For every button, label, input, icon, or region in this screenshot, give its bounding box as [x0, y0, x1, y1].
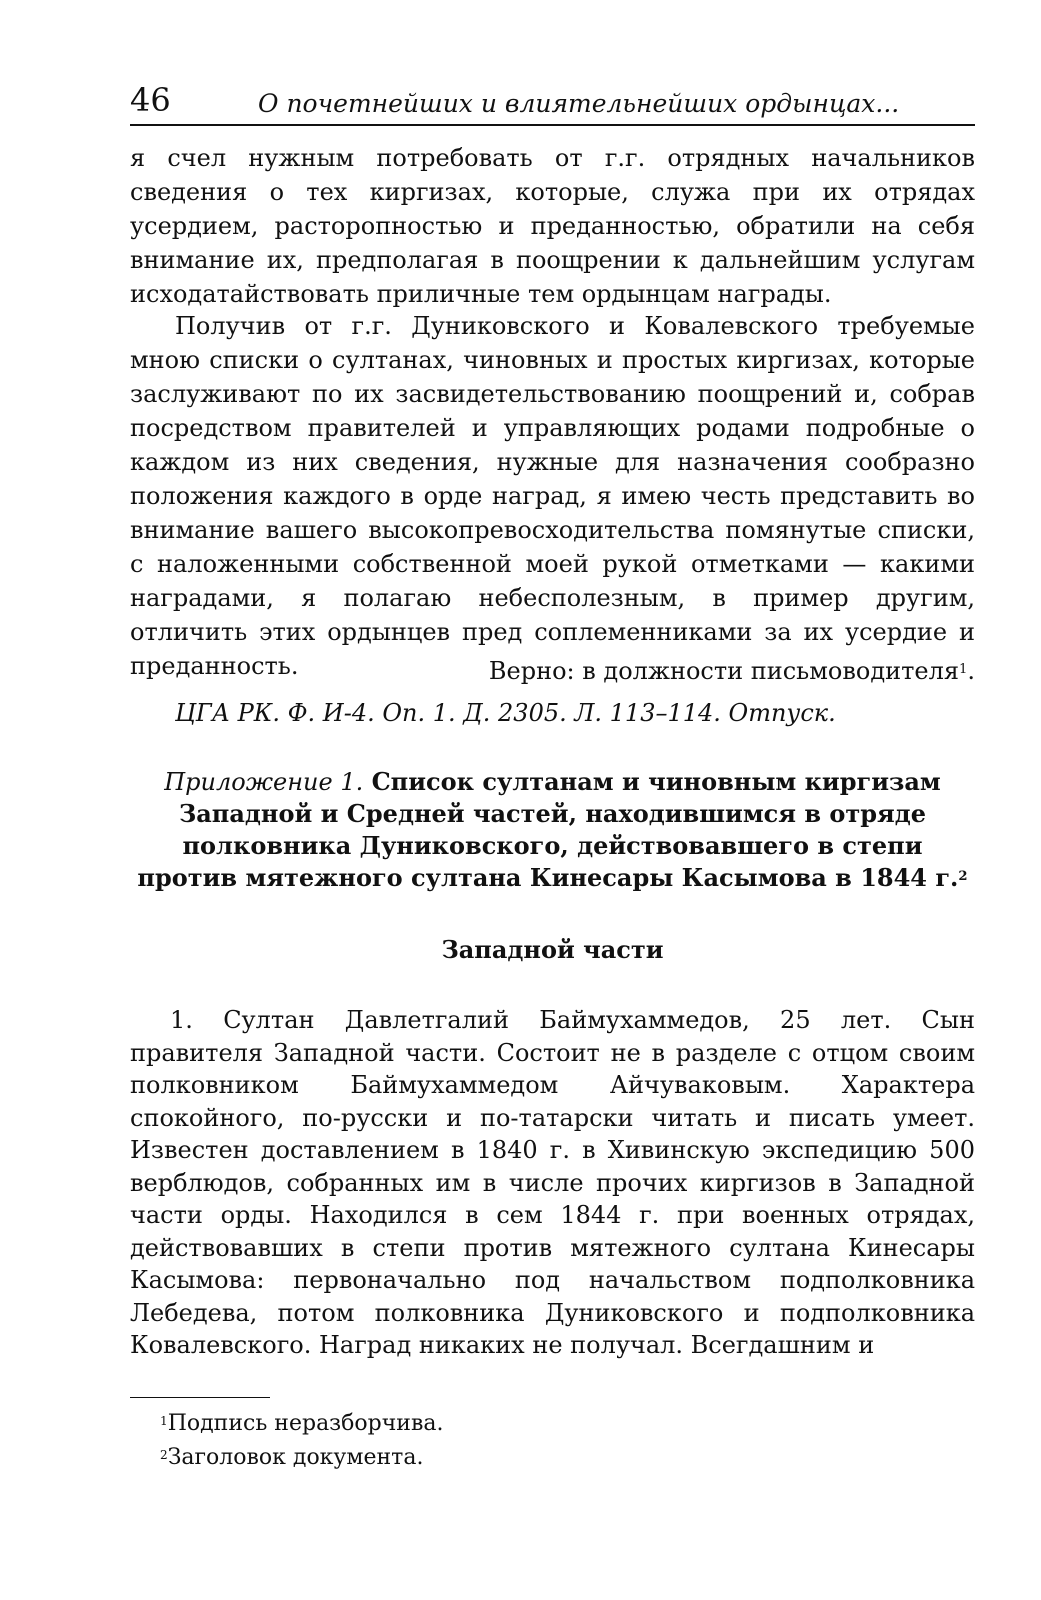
header-rule — [130, 124, 975, 126]
footnote-2-marker: 2 — [160, 1447, 168, 1462]
signature-period: . — [967, 657, 975, 685]
list-entry-1: 1. Султан Давлетгалий Баймухаммедов, 25 лет. Сын правителя Западной части. Состоит не в разделе с отцом своим полковником Баймухаммедом Айчуваковым. Характера спокойного, по-русски и по-татарски читать и писать умеет. Известен доставлением в 1840 г. в Хивинскую экспедицию 500 верблюдов, собранных им в числе прочих киргизов в Западной части орды. Находился в сем 1844 г. при военных отрядах, действовавших в степи против мятежного султана Кинесары Касымова: первоначально под начальством подполковника Лебедева, потом полковника Дуниковского и подполковника Ковалевского. Наград никаких не получал. Всегдашним и — [130, 1006, 975, 1359]
page-number: 46 — [130, 81, 171, 119]
footnote-1-text: Подпись неразборчива. — [167, 1411, 444, 1436]
running-title: О почетнейших и влиятельнейших ордынцах... — [258, 89, 900, 118]
page-header — [130, 82, 975, 124]
footnote-2 — [160, 1441, 860, 1475]
footnote-1 — [160, 1407, 860, 1441]
appendix-heading: Список султанам и чиновным киргизам Западной и Средней частей, находившимся в отряде полковника Дуниковского, действовавшего в степи против мятежного султана Кинесары Касымова в 1844 г. — [137, 767, 959, 892]
footnote-marker-1: 1 — [958, 662, 968, 678]
footnote-1-marker: 1 — [160, 1413, 168, 1428]
appendix-label: Приложение 1. — [164, 768, 364, 796]
footnote-rule — [130, 1397, 270, 1398]
footnote-2-text: Заголовок документа. — [167, 1445, 424, 1470]
footnotes — [160, 1407, 860, 1475]
footnote-marker-2: 2 — [958, 869, 968, 885]
section-title: Западной части — [441, 935, 664, 964]
appendix-title — [130, 766, 975, 894]
body-paragraph-1: я счел нужным потребовать от г.г. отрядных начальников сведения о тех киргизах, которые, служа при их отрядах усердием, расторопностью и преданностью, обратили на себя внимание их, предполагая в поощрении к дальнейшим услугам исходатайствовать приличные тем ордынцам награды. — [130, 144, 975, 308]
archive-reference: ЦГА РК. Ф. И-4. Оп. 1. Д. 2305. Л. 113–114. Отпуск. — [175, 699, 836, 727]
signature-line — [130, 654, 975, 688]
body-paragraph-2: Получив от г.г. Дуниковского и Ковалевского требуемые мною списки о султанах, чиновных и простых киргизах, которые заслуживают по их засвидетельствованию поощрений и, собрав посредством правителей и управляющих родами подробные о каждом из них сведения, нужные для назначения сообразно положения каждого в орде наград, я имею честь представить во внимание вашего высокопревосходительства помянутые списки, с наложенными собственной моей рукой отметками — какими наградами, я полагаю небесполезным, в пример другим, отличить этих ордынцев пред соплеменниками за их усердие и преданность. — [130, 312, 975, 680]
signature-text: Верно: в должности письмоводителя — [488, 657, 959, 685]
